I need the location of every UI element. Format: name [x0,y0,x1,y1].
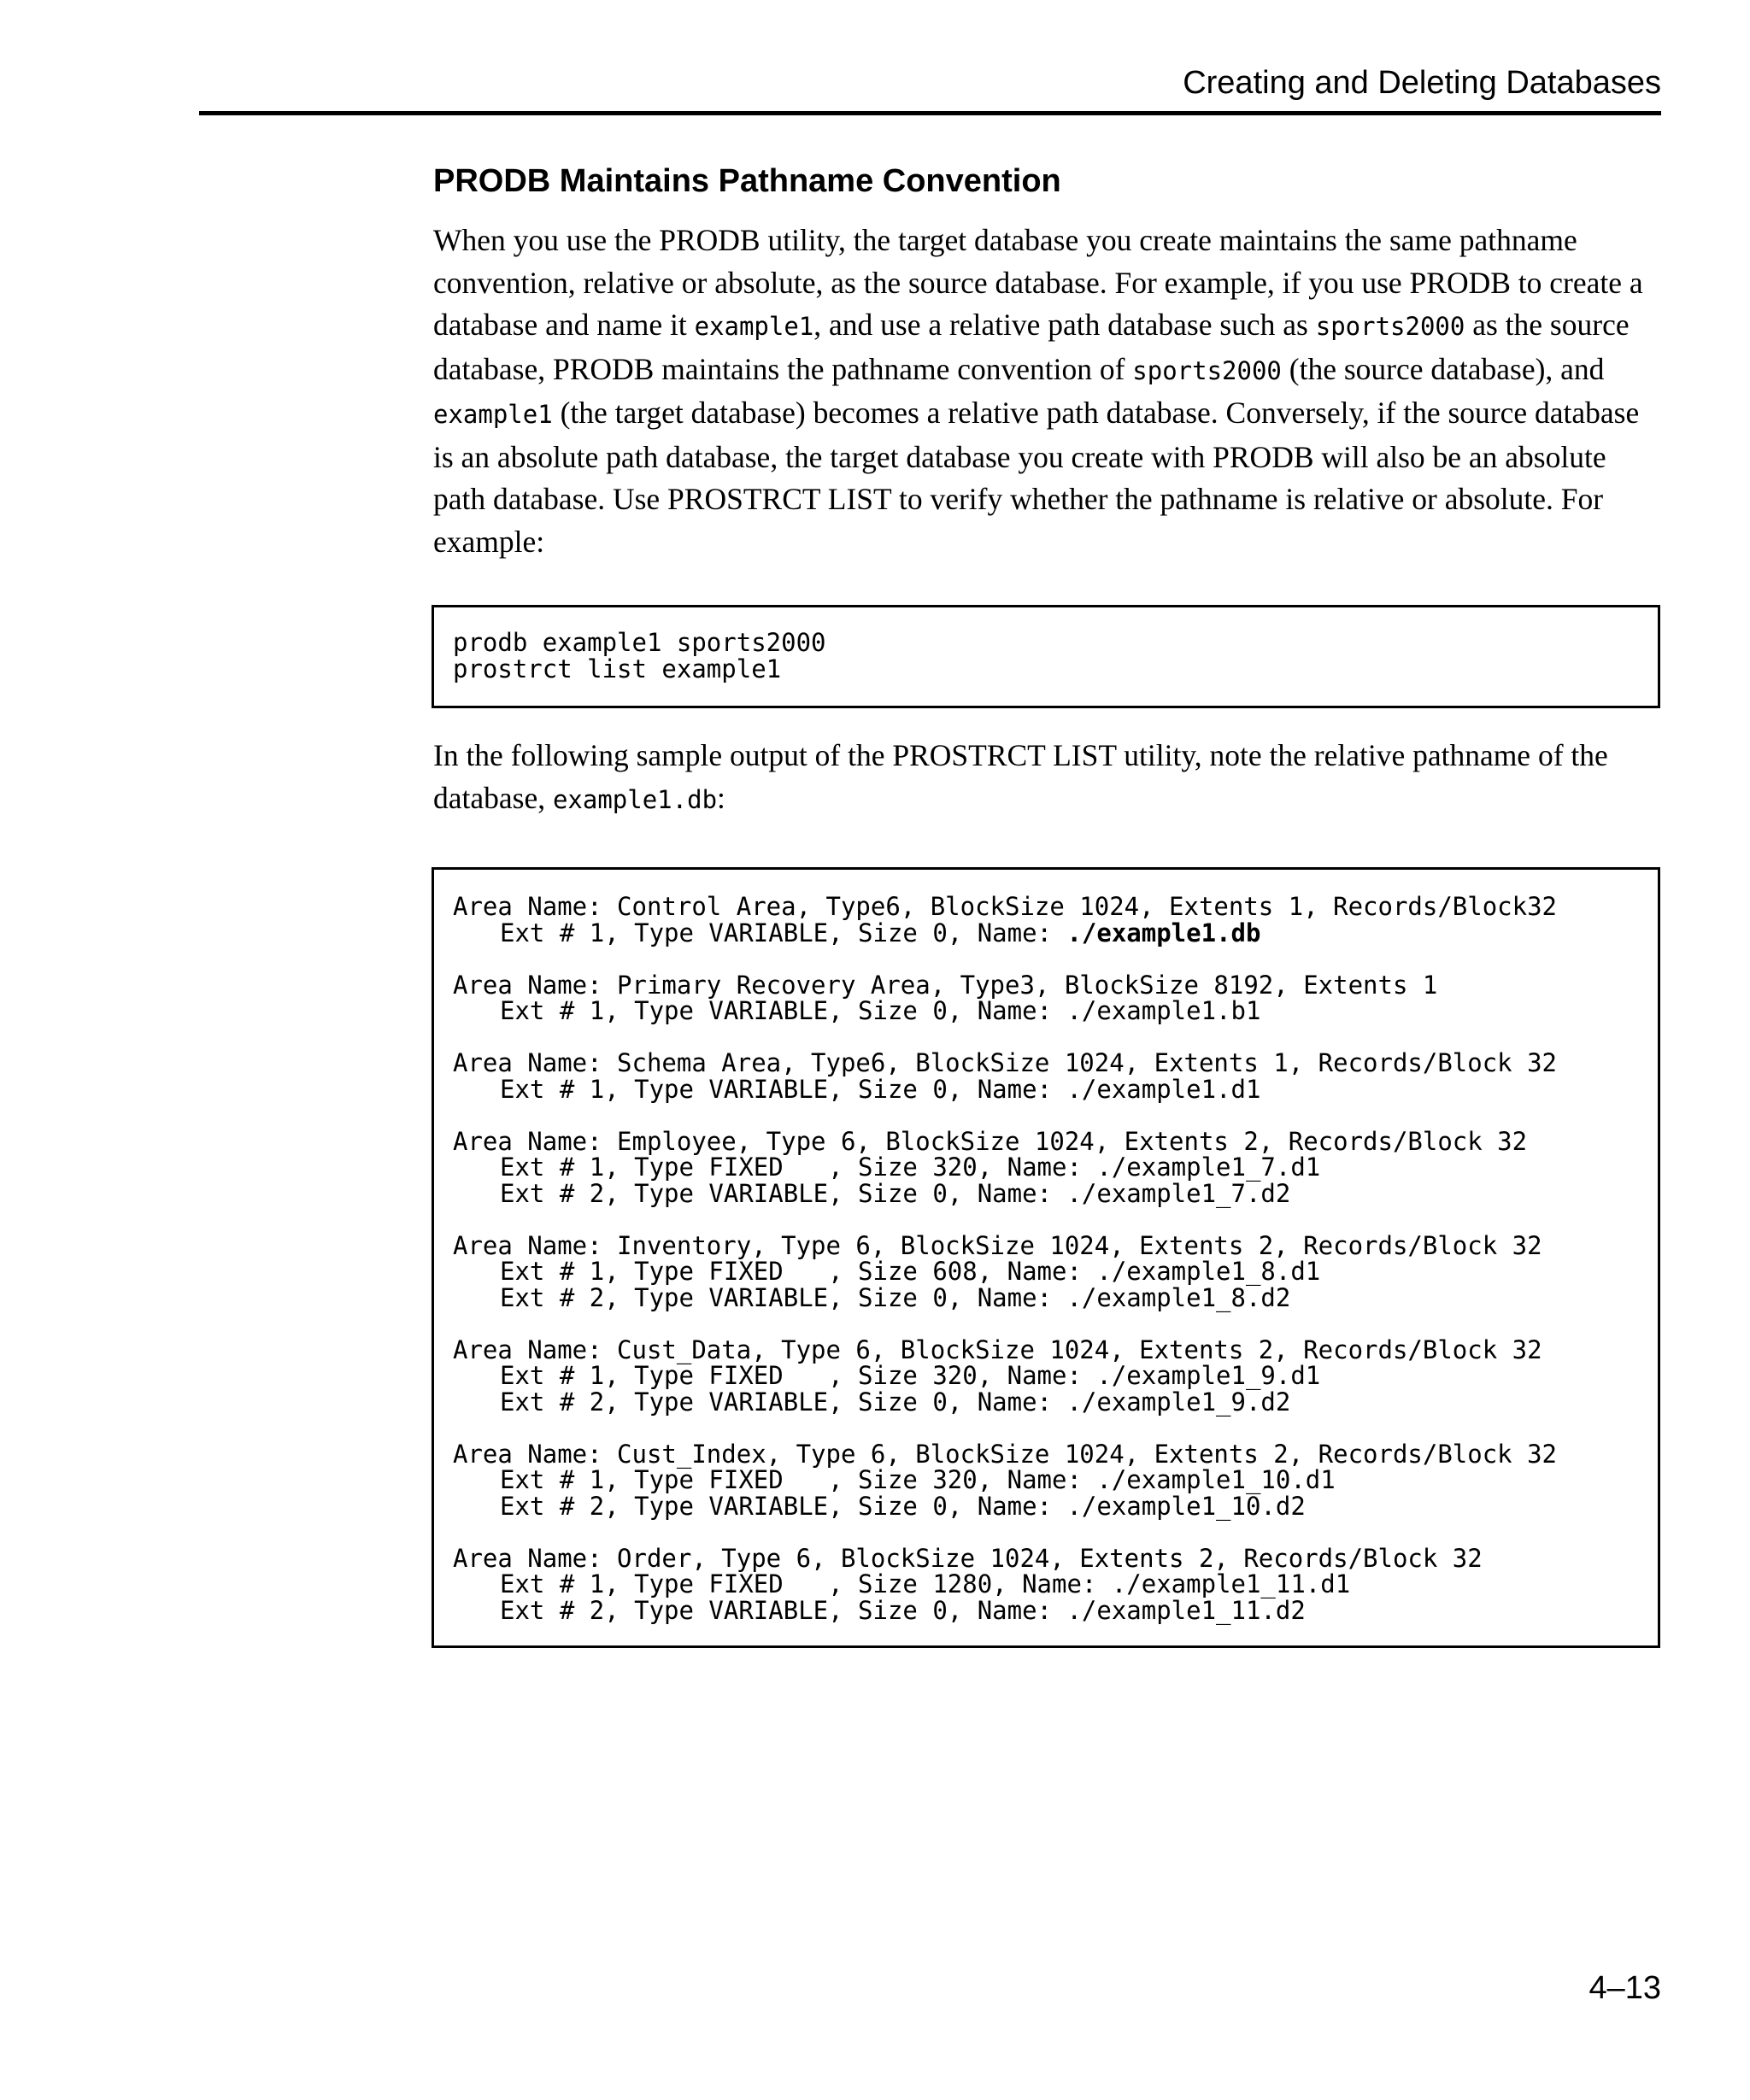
page-number: 4–13 [1589,1970,1661,2006]
extent-line: Ext # 2, Type VARIABLE, Size 0, Name: ./example1_10.d2 [500,1491,1306,1521]
area-header-line: Area Name: Inventory, Type 6, BlockSize 1024, Extents 2, Records/Block 32 [453,1230,1542,1260]
paragraph-text: When you use the PRODB utility, the target database you create maintains the same pathname convention, relative or absolute, as the source database. For example, if you use PRODB to create a database and name it [433,223,1643,342]
running-header-title: Creating and Deleting Databases [1183,65,1661,101]
paragraph-text: (the target database) becomes a relative path database. Conversely, if the source database is an absolute path database, the target database you create with PRODB will also be an absolute path database. Use PROSTRCT LIST to verify whether the pathname is relative or absolute. For example: [433,396,1640,559]
body-paragraph-1 [433,220,1661,563]
blank-line [453,1519,1658,1546]
header-rule [199,111,1661,115]
paragraph-text: as the source database, PRODB maintains the pathname convention of [433,308,1630,386]
extent-line: Ext # 2, Type VARIABLE, Size 0, Name: ./example1_8.d2 [500,1282,1291,1312]
paragraph-text: (the source database), and [1281,351,1605,386]
body-paragraph-2 [433,735,1661,821]
sample-output-box [432,867,1660,1648]
code-line: prodb example1 sports2000 [453,628,826,657]
blank-line [453,1206,1658,1233]
extent-line [453,920,1658,947]
extent-line: Ext # 2, Type VARIABLE, Size 0, Name: ./example1_7.d2 [500,1178,1291,1208]
area-header-line: Area Name: Control Area, Type6, BlockSize 1024, Extents 1, Records/Block32 [453,892,1558,921]
paragraph-text: In the following sample output of the PROSTRCT LIST utility, note the relative pathname of the database, [433,738,1608,815]
area-header-line: Area Name: Cust_Index, Type 6, BlockSize 1024, Extents 2, Records/Block 32 [453,1439,1558,1469]
command-example-box [432,605,1660,708]
inline-code: sports2000 [1315,312,1465,341]
extent-line: Ext # 1, Type VARIABLE, Size 0, Name: ./example1.b1 [500,996,1261,1025]
extent-line: Ext # 1, Type FIXED , Size 1280, Name: ./example1_11.d1 [500,1569,1351,1598]
extent-text: Ext # 1, Type VARIABLE, Size 0, Name: [500,918,1067,947]
extent-line: Ext # 2, Type VARIABLE, Size 0, Name: ./example1_9.d2 [500,1387,1291,1417]
area-header-line: Area Name: Employee, Type 6, BlockSize 1024, Extents 2, Records/Block 32 [453,1126,1528,1156]
paragraph-text: : [717,780,725,815]
section-heading: PRODB Maintains Pathname Convention [433,163,1061,199]
extent-line: Ext # 2, Type VARIABLE, Size 0, Name: ./example1_11.d2 [500,1595,1306,1625]
blank-line [453,1311,1658,1337]
extent-line: Ext # 1, Type VARIABLE, Size 0, Name: ./example1.d1 [500,1074,1261,1104]
area-header-line: Area Name: Cust_Data, Type 6, BlockSize 1024, Extents 2, Records/Block 32 [453,1334,1542,1364]
paragraph-text: , and use a relative path database such as [813,308,1316,342]
extent-line: Ext # 1, Type FIXED , Size 320, Name: ./example1_9.d1 [500,1361,1321,1390]
blank-line [453,946,1658,972]
extent-line: Ext # 1, Type FIXED , Size 608, Name: ./example1_8.d1 [500,1257,1321,1286]
area-list [453,946,1658,1623]
area-header-line: Area Name: Primary Recovery Area, Type3, BlockSize 8192, Extents 1 [453,970,1438,1000]
blank-line [453,1102,1658,1129]
inline-code: example1 [433,400,553,429]
area-header-line: Area Name: Order, Type 6, BlockSize 1024, Extents 2, Records/Block 32 [453,1543,1483,1573]
area-header-line: Area Name: Schema Area, Type6, BlockSize 1024, Extents 1, Records/Block 32 [453,1048,1558,1077]
inline-code: example1.db [552,784,718,814]
blank-line [453,1415,1658,1441]
extent-line: Ext # 1, Type FIXED , Size 320, Name: ./example1_7.d1 [500,1153,1321,1182]
inline-code: sports2000 [1132,355,1282,385]
inline-code: example1 [694,312,814,341]
extent-line: Ext # 1, Type FIXED , Size 320, Name: ./example1_10.d1 [500,1465,1336,1494]
highlighted-db-path: ./example1.db [1066,918,1261,947]
blank-line [453,1024,1658,1051]
code-line: prostrct list example1 [453,654,782,683]
